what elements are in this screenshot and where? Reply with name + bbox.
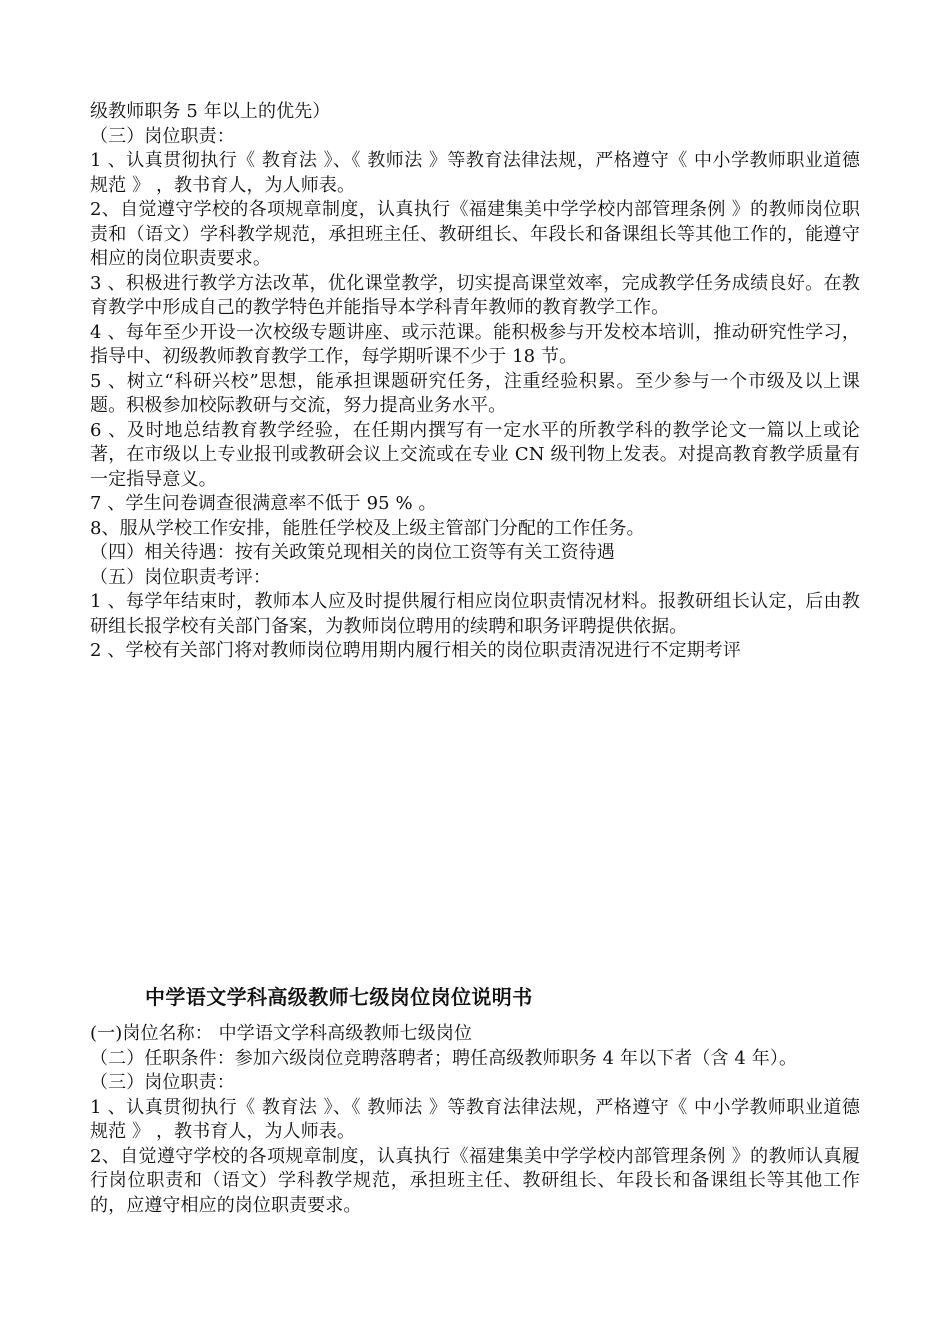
paragraph: 6 、及时地总结教育教学经验，在任期内撰写有一定水平的所教学科的教学论文一篇以上或论著，在市级以上专业报刊或教研会议上交流或在专业 CN 级刊物上发表。对提高教育教学质量有一定指导意义。 (90, 419, 860, 490)
document-title: 中学语文学科高级教师七级岗位岗位说明书 (145, 985, 533, 1009)
paragraph: 3 、积极进行教学方法改革，优化课堂教学，切实提高课堂效率，完成教学任务成绩良好。在教育教学中形成自己的教学特色并能指导本学科青年教师的教育教学工作。 (90, 272, 860, 318)
paragraph: 2、自觉遵守学校的各项规章制度，认真执行《福建集美中学学校内部管理条例 》的教师岗位职责和（语文）学科教学规范，承担班主任、教研组长、年段长和备课组长等其他工作的，能遵守相应的岗位职责要求。 (90, 199, 860, 269)
position-description-section (90, 1022, 860, 1218)
paragraph: 级教师职务 5 年以上的优先） (90, 101, 331, 122)
paragraph: 5 、树立“科研兴校”思想，能承担课题研究任务，注重经验积累。至少参与一个市级及以上课题。积极参加校际教研与交流，努力提高业务水平。 (90, 370, 860, 416)
section-heading-duties: （三）岗位职责： (90, 1072, 235, 1093)
qualification-conditions: （二）任职条件：参加六级岗位竞聘落聘者；聘任高级教师职务 4 年以下者（含 4 年）。 (90, 1047, 798, 1069)
section-heading-duties: （三）岗位职责： (90, 125, 235, 147)
paragraph: 1 、认真贯彻执行《 教育法 》、《 教师法 》等教育法律法规，严格遵守《 中小学教师职业道德规范 》 ，教书育人，为人师表。 (90, 1096, 860, 1142)
continuation-section (90, 100, 860, 664)
section-heading-benefits: （四）相关待遇：按有关政策兑现相关的岗位工资等有关工资待遇 (90, 542, 615, 563)
paragraph: 4 、每年至少开设一次校级专题讲座、或示范课。能积极参与开发校本培训，推动研究性学习，指导中、初级教师教育教学工作，每学期听课不少于 18 节。 (90, 321, 860, 367)
paragraph: 7 、学生问卷调查很满意率不低于 95 % 。 (90, 493, 437, 514)
paragraph: 8、服从学校工作安排，能胜任学校及上级主管部门分配的工作任务。 (90, 517, 645, 539)
section-heading-evaluation: （五）岗位职责考评： (90, 566, 271, 588)
paragraph: 1 、认真贯彻执行《 教育法 》、《 教师法 》等教育法律法规，严格遵守《 中小学教师职业道德规范 》 ，教书育人，为人师表。 (90, 150, 860, 196)
paragraph: 2、自觉遵守学校的各项规章制度，认真执行《福建集美中学学校内部管理条例 》的教师认真履行岗位职责和（语文）学科教学规范，承担班主任、教研组长、年段长和备课组长等其他工作的，应遵守相应的岗位职责要求。 (90, 1145, 860, 1216)
paragraph: 2 、学校有关部门将对教师岗位聘用期内履行相关的岗位职责清况进行不定期考评 (90, 640, 741, 661)
paragraph: 1 、每学年结束时，教师本人应及时提供履行相应岗位职责情况材料。报教研组长认定，后由教研组长报学校有关部门备案，为教师岗位聘用的续聘和职务评聘提供依据。 (90, 591, 860, 637)
position-name: (一)岗位名称： 中学语文学科高级教师七级岗位 (90, 1023, 473, 1044)
